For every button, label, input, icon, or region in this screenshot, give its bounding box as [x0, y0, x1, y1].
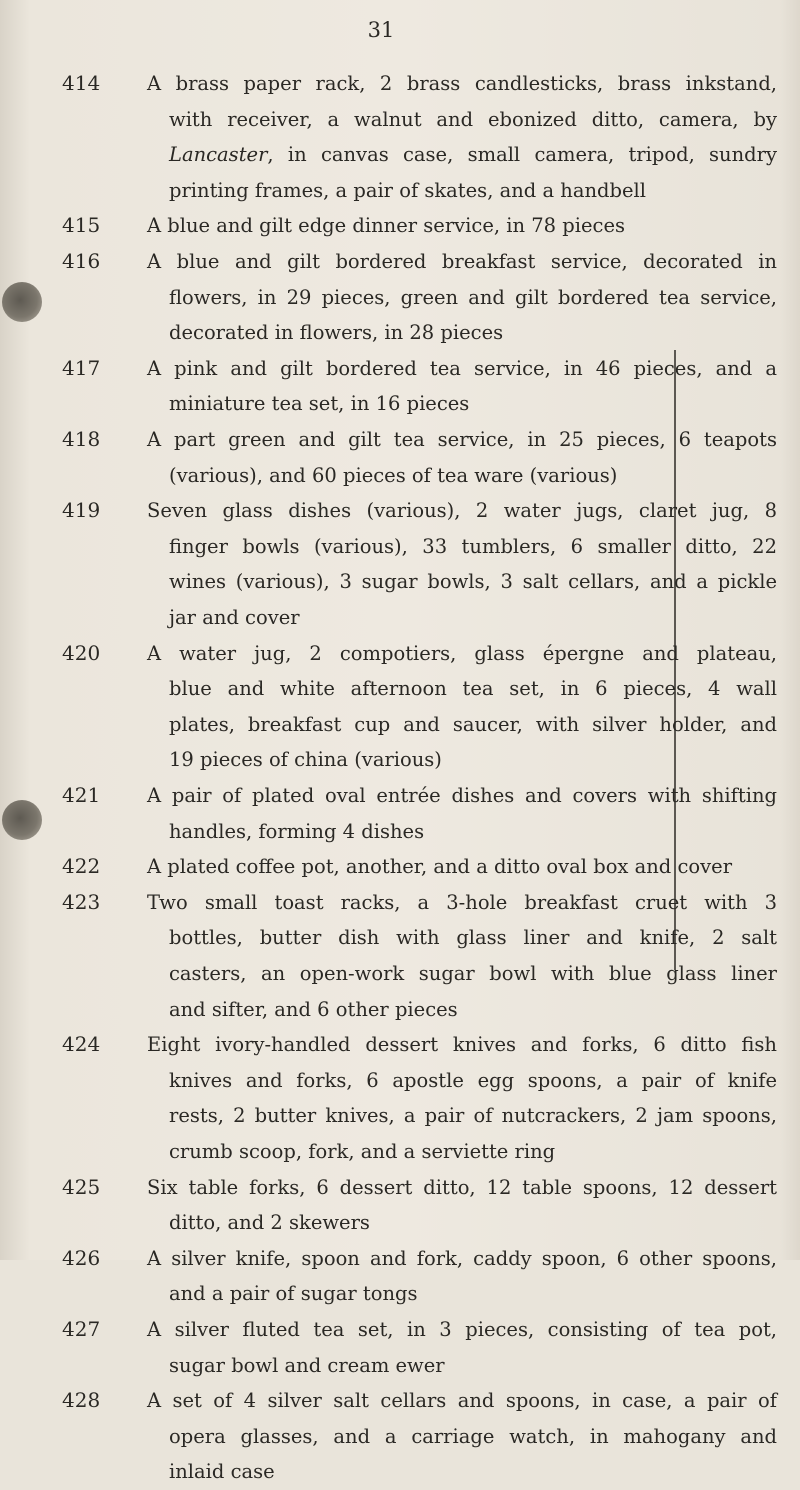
lot-description-line: ditto, and 2 skewers [169, 1211, 370, 1235]
lot-description [147, 636, 777, 778]
lot-description [147, 493, 777, 635]
lot-entry [62, 849, 782, 885]
lot-description [147, 208, 777, 244]
lot-description-line: plates, breakfast cup and saucer, with silver holder, and [169, 712, 777, 736]
lot-number: 421 [62, 783, 101, 807]
lot-entry [62, 1312, 782, 1383]
lot-description-line: handles, forming 4 dishes [169, 819, 425, 843]
lot-entry [62, 1170, 782, 1241]
lot-number: 416 [62, 249, 101, 273]
lot-description [147, 351, 777, 422]
lot-entry [62, 208, 782, 244]
lot-description-line: and sifter, and 6 other pieces [169, 997, 458, 1021]
lot-number: 415 [62, 213, 101, 238]
lot-description-line: and a pair of sugar tongs [169, 1282, 418, 1306]
lot-entry [62, 493, 782, 635]
lot-description-line: with receiver, a walnut and ebonized ditto, camera, by [169, 107, 777, 131]
lot-number: 418 [62, 427, 101, 451]
lot-number: 425 [62, 1174, 101, 1199]
lot-description-line: A silver fluted tea set, in 3 pieces, consisting of tea pot, [147, 1318, 777, 1341]
lot-description-line: crumb scoop, fork, and a serviette ring [169, 1139, 556, 1163]
lot-description [147, 1312, 777, 1383]
lot-description [147, 1383, 777, 1490]
lot-description-line: Two small toast racks, a 3-hole breakfast cruet with 3 [147, 890, 777, 914]
lot-description-line: A pair of plated oval entrée dishes and covers with shifting [147, 784, 777, 807]
page-number: 31 [367, 18, 395, 42]
lot-description [147, 778, 777, 849]
lot-description-line: A pink and gilt bordered tea service, in 46 pieces, and a [147, 356, 777, 380]
lot-number: 420 [62, 640, 101, 665]
lot-description-line: Lancaster, in canvas case, small camera, tripod, sundry [169, 143, 777, 167]
lot-description-line: flowers, in 29 pieces, green and gilt bordered tea service, [169, 285, 777, 309]
lot-number: 423 [62, 889, 101, 914]
lot-description-line: inlaid case [169, 1460, 275, 1484]
lot-description-line: Seven glass dishes (various), 2 water jugs, claret jug, 8 [147, 499, 777, 523]
lot-description-line: (various), and 60 pieces of tea ware (various) [169, 463, 618, 487]
lot-description-line: printing frames, a pair of skates, and a handbell [169, 178, 646, 202]
lot-description [147, 849, 777, 885]
lot-description-line: casters, an open-work sugar bowl with blue glass liner [169, 961, 777, 985]
lot-entry [62, 244, 782, 351]
lot-description-line: Six table forks, 6 dessert ditto, 12 table spoons, 12 dessert [147, 1175, 777, 1199]
lot-description-line: jar and cover [169, 605, 300, 629]
lot-description-line: A blue and gilt bordered breakfast service, decorated in [147, 250, 777, 273]
lot-description-line: A blue and gilt edge dinner service, in 78 pieces [147, 214, 626, 238]
binding-hole [2, 282, 42, 322]
lot-entry [62, 885, 782, 1027]
lot-entry [62, 1383, 782, 1490]
lot-number: 426 [62, 1245, 101, 1270]
lot-entry [62, 66, 782, 208]
lot-description-line: A water jug, 2 compotiers, glass épergne and plateau, [147, 641, 777, 665]
lot-description [147, 1241, 777, 1312]
lot-number: 414 [62, 71, 101, 95]
lot-description [147, 244, 777, 351]
lot-entry [62, 351, 782, 422]
lot-description-line: rests, 2 butter knives, a pair of nutcrackers, 2 jam spoons, [169, 1104, 777, 1128]
lot-description-line: sugar bowl and cream ewer [169, 1353, 445, 1377]
lot-number: 424 [62, 1032, 101, 1057]
lot-entry [62, 1027, 782, 1169]
lot-description-line: finger bowls (various), 33 tumblers, 6 smaller ditto, 22 [169, 534, 777, 558]
lot-description-line: A part green and gilt tea service, in 25 pieces, 6 teapots [147, 428, 777, 451]
lot-description-line: blue and white afternoon tea set, in 6 pieces, 4 wall [169, 677, 777, 701]
lot-number: 419 [62, 498, 101, 523]
lot-entry [62, 778, 782, 849]
lot-description-line: 19 pieces of china (various) [169, 748, 442, 772]
lot-description-line: opera glasses, and a carriage watch, in mahogany and [169, 1424, 777, 1448]
lot-description-line: wines (various), 3 sugar bowls, 3 salt cellars, and a pickle [169, 570, 777, 594]
lot-description [147, 885, 777, 1027]
lot-description [147, 1170, 777, 1241]
lot-entry [62, 1241, 782, 1312]
lot-description-line: A set of 4 silver salt cellars and spoons, in case, a pair of [147, 1389, 777, 1413]
lot-number: 422 [62, 854, 101, 879]
lot-description [147, 66, 777, 208]
lot-description-line: Eight ivory-handled dessert knives and forks, 6 ditto fish [147, 1033, 777, 1057]
lot-description-line: miniature tea set, in 16 pieces [169, 392, 470, 416]
lot-description-line: decorated in flowers, in 28 pieces [169, 321, 504, 345]
binding-hole [2, 800, 42, 840]
lot-description-line: bottles, butter dish with glass liner and knife, 2 salt [169, 926, 777, 950]
lot-description-line: A brass paper rack, 2 brass candlesticks, brass inkstand, [147, 72, 777, 95]
lot-entry [62, 422, 782, 493]
lot-description-line: A silver knife, spoon and fork, caddy spoon, 6 other spoons, [147, 1246, 777, 1270]
lot-number: 417 [62, 355, 101, 380]
lot-description [147, 422, 777, 493]
lot-description-line: knives and forks, 6 apostle egg spoons, a pair of knife [169, 1068, 777, 1092]
lot-description [147, 1027, 777, 1169]
lot-description-line: A plated coffee pot, another, and a ditto oval box and cover [147, 855, 733, 879]
lot-entry [62, 636, 782, 778]
lot-number: 427 [62, 1317, 101, 1341]
lot-number: 428 [62, 1388, 101, 1413]
